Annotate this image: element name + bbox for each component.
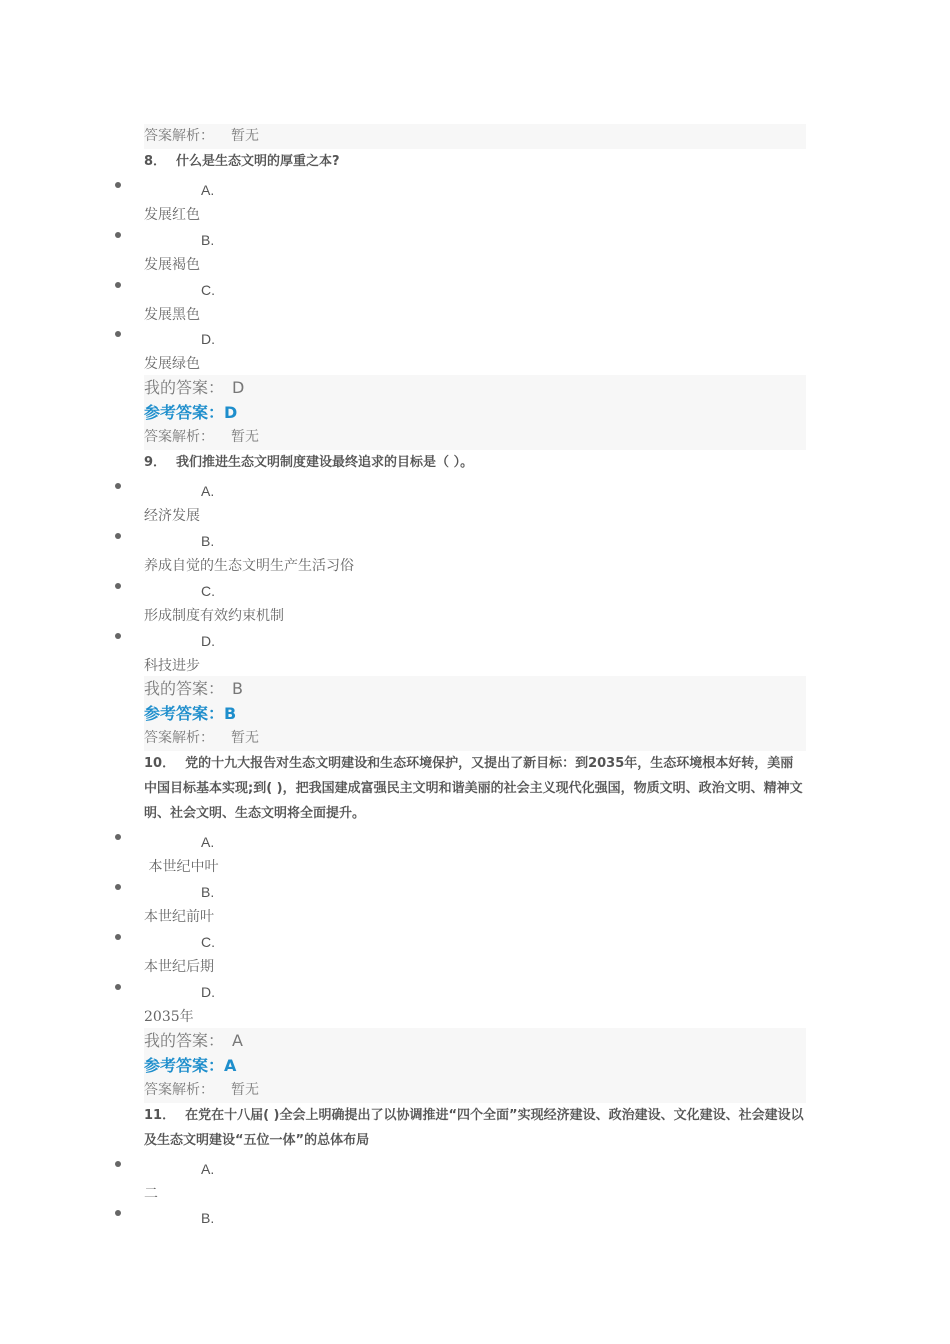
bullet-icon [115,583,121,589]
option-c[interactable] [144,930,806,980]
option-text: 二 [144,1185,158,1202]
bullet-icon [115,1210,121,1216]
answer-analysis [144,726,806,751]
answer-analysis [144,1078,806,1103]
option-a[interactable] [144,479,806,529]
option-text: 形成制度有效约束机制 [144,607,284,624]
option-letter: A. [201,1160,215,1177]
option-d[interactable] [144,327,806,377]
answer-block [144,375,806,450]
bullet-icon [115,282,121,288]
option-text: 本世纪后期 [144,958,214,975]
question-number: 8． [144,154,167,169]
question-11 [144,1103,806,1257]
reference-answer-value: A [224,1055,237,1075]
option-letter: B. [201,532,215,549]
question-number: 9． [144,455,167,471]
question-title [144,751,806,826]
option-d[interactable] [144,629,806,679]
option-text: 发展黑色 [144,306,200,323]
option-text: 养成自觉的生态文明生产生活习俗 [144,557,354,574]
option-text: 2035年 [144,1008,194,1025]
quiz-content [144,124,806,1256]
option-letter: D. [201,983,215,1000]
reference-answer-label: 参考答案： [144,1055,225,1075]
option-letter: C. [201,933,215,950]
question-text: 我们推进生态文明制度建设最终追求的目标是（ ）。 [176,455,474,471]
question-8 [144,149,806,450]
analysis-label: 答案解析： [144,730,214,747]
option-c[interactable] [144,579,806,629]
option-text: 科技进步 [144,657,200,674]
question-title [144,450,806,475]
my-answer-value: A [232,1030,243,1050]
option-letter: A. [201,182,215,198]
question-number: 10． [144,756,176,772]
analysis-value: 暂无 [231,128,259,144]
bullet-icon [115,934,121,940]
option-a[interactable] [144,1157,806,1207]
option-a[interactable] [144,830,806,880]
option-letter: D. [201,632,215,649]
option-letter: B. [201,1210,215,1227]
my-answer [144,1028,806,1053]
analysis-label: 答案解析： [144,429,214,446]
option-b[interactable] [144,1206,806,1256]
reference-answer [144,400,806,425]
option-text: 发展红色 [144,207,200,223]
bullet-icon [115,633,121,639]
my-answer-value: D [232,378,245,398]
my-answer-label: 我的答案： [144,679,225,699]
my-answer [144,375,806,400]
option-a[interactable] [144,178,806,228]
bullet-icon [115,984,121,990]
analysis-value: 暂无 [231,429,259,446]
reference-answer-label: 参考答案： [144,403,225,423]
option-letter: D. [201,331,215,348]
question-9 [144,450,806,751]
analysis-label: 答案解析： [144,1081,214,1098]
reference-answer-label: 参考答案： [144,704,225,724]
option-text: 本世纪中叶 [144,859,219,876]
bullet-icon [115,182,121,188]
question-title [144,1103,806,1153]
analysis-value: 暂无 [231,1081,259,1098]
bullet-icon [115,331,121,337]
my-answer [144,676,806,701]
my-answer-value: B [232,679,243,699]
answer-analysis [144,124,806,149]
answer-block [144,1028,806,1103]
analysis-label: 答案解析： [144,128,214,144]
option-letter: B. [201,884,215,901]
option-text: 发展绿色 [144,356,200,373]
option-d[interactable] [144,980,806,1030]
bullet-icon [115,232,121,238]
bullet-icon [115,834,121,840]
bullet-icon [115,483,121,489]
question-text: 在党在十八届( )全会上明确提出了以协调推进“四个全面”实现经济建设、政治建设、文化建设、社会建设以及生态文明建设“五位一体”的总体布局 [144,1107,804,1148]
reference-answer [144,701,806,726]
option-letter: A. [201,834,215,851]
answer-block [144,676,806,751]
question-title [144,149,806,174]
bullet-icon [115,1161,121,1167]
answer-analysis [144,425,806,450]
analysis-value: 暂无 [231,730,259,747]
option-letter: A. [201,483,215,500]
question-text: 什么是生态文明的厚重之本? [176,154,340,169]
option-letter: B. [201,231,215,248]
option-text: 本世纪前叶 [144,909,214,926]
reference-answer-value: B [224,704,237,724]
option-b[interactable] [144,228,806,278]
option-b[interactable] [144,529,806,579]
bullet-icon [115,533,121,539]
reference-answer-value: D [224,403,238,423]
my-answer-label: 我的答案： [144,1030,225,1050]
option-letter: C. [201,582,215,599]
bullet-icon [115,884,121,890]
option-text: 发展褐色 [144,256,200,273]
option-c[interactable] [144,278,806,328]
reference-answer [144,1053,806,1078]
question-10 [144,751,806,1102]
question-number: 11． [144,1107,176,1123]
question-text: 党的十九大报告对生态文明建设和生态环境保护，又提出了新目标：到2035年，生态环境根本好转，美丽中国目标基本实现;到( )，把我国建成富强民主文明和谐美丽的社会主义现代化强国，物质文明、政治文明、精神文明、社会文明、生态文明将全面提升。 [144,756,803,822]
my-answer-label: 我的答案： [144,378,225,398]
option-text: 经济发展 [144,508,200,525]
option-b[interactable] [144,880,806,930]
option-letter: C. [201,281,215,298]
